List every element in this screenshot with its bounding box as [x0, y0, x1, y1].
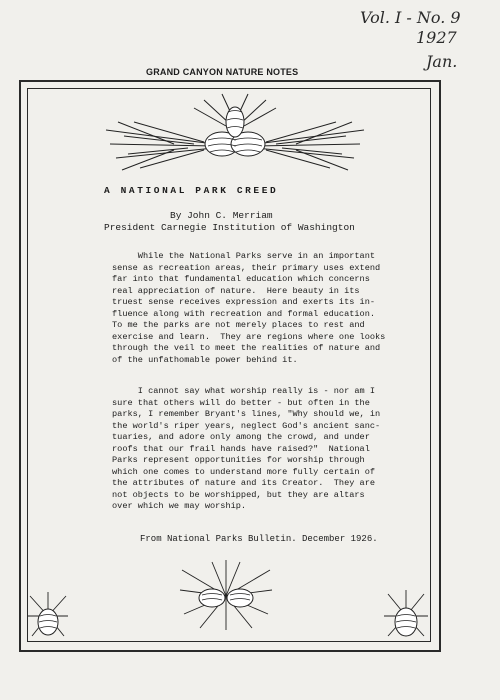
paragraph-line: Parks represent opportunities for worship through — [112, 455, 365, 465]
paragraph-1 — [112, 251, 432, 366]
pine-cone-sprig-icon — [178, 560, 274, 632]
paragraph-line: of the unfathomable power behind it. — [112, 354, 298, 365]
paragraph-line: I cannot say what worship really is - nor am I — [112, 386, 376, 396]
pine-cone-icon — [28, 592, 68, 640]
paragraph-line: through the veil to meet the realities of nature and — [112, 343, 381, 353]
article-title: A NATIONAL PARK CREED — [104, 185, 279, 196]
paragraph-line: over which we may worship. — [112, 501, 247, 511]
author-affiliation: President Carnegie Institution of Washington — [104, 222, 355, 233]
paragraph-line: While the National Parks serve in an important — [112, 251, 376, 261]
pine-cone-sprig-icon — [104, 92, 366, 180]
paragraph-line: tuaries, and adore only among the crowd, and under — [112, 432, 370, 442]
paragraph-line: truest sense receives expression and exerts its in- — [112, 297, 376, 307]
paragraph-line: To me the parks are not merely places to rest and — [112, 320, 365, 330]
paragraph-line: sense as recreation areas, their primary uses extend — [112, 262, 381, 273]
publication-header: GRAND CANYON NATURE NOTES — [146, 67, 299, 77]
source-citation: From National Parks Bulletin. December 1926. — [140, 534, 378, 544]
paragraph-line: exercise and learn. They are regions where one looks — [112, 331, 386, 342]
paragraph-line: which one comes to understand more fully certain of — [112, 466, 376, 477]
author-byline: By John C. Merriam — [170, 210, 273, 221]
paragraph-line: the attributes of nature and its Creator. They are — [112, 478, 376, 488]
paragraph-line: sure that others will do better - but often in the — [112, 397, 370, 408]
pine-cone-icon — [384, 590, 428, 640]
handwritten-month: Jan. — [426, 52, 458, 71]
paragraph-line: parks, I remember Bryant's lines, "Why should we, in — [112, 409, 381, 419]
paragraph-2 — [112, 386, 432, 513]
paragraph-line: the world's riper years, neglect God's ancient sanc- — [112, 420, 381, 431]
paragraph-line: real appreciation of nature. Here beauty in its — [112, 285, 360, 296]
paragraph-line: not objects to be worshipped, but they are altars — [112, 489, 365, 500]
paragraph-line: far into that fundamental education which concerns — [112, 274, 370, 284]
handwritten-year: 1927 — [416, 28, 457, 47]
handwritten-volume: Vol. I - No. 9 — [360, 8, 461, 27]
paragraph-line: roofs that our frail hands have raised?" National — [112, 443, 370, 454]
paragraph-line: fluence along with recreation and formal education. — [112, 308, 376, 319]
